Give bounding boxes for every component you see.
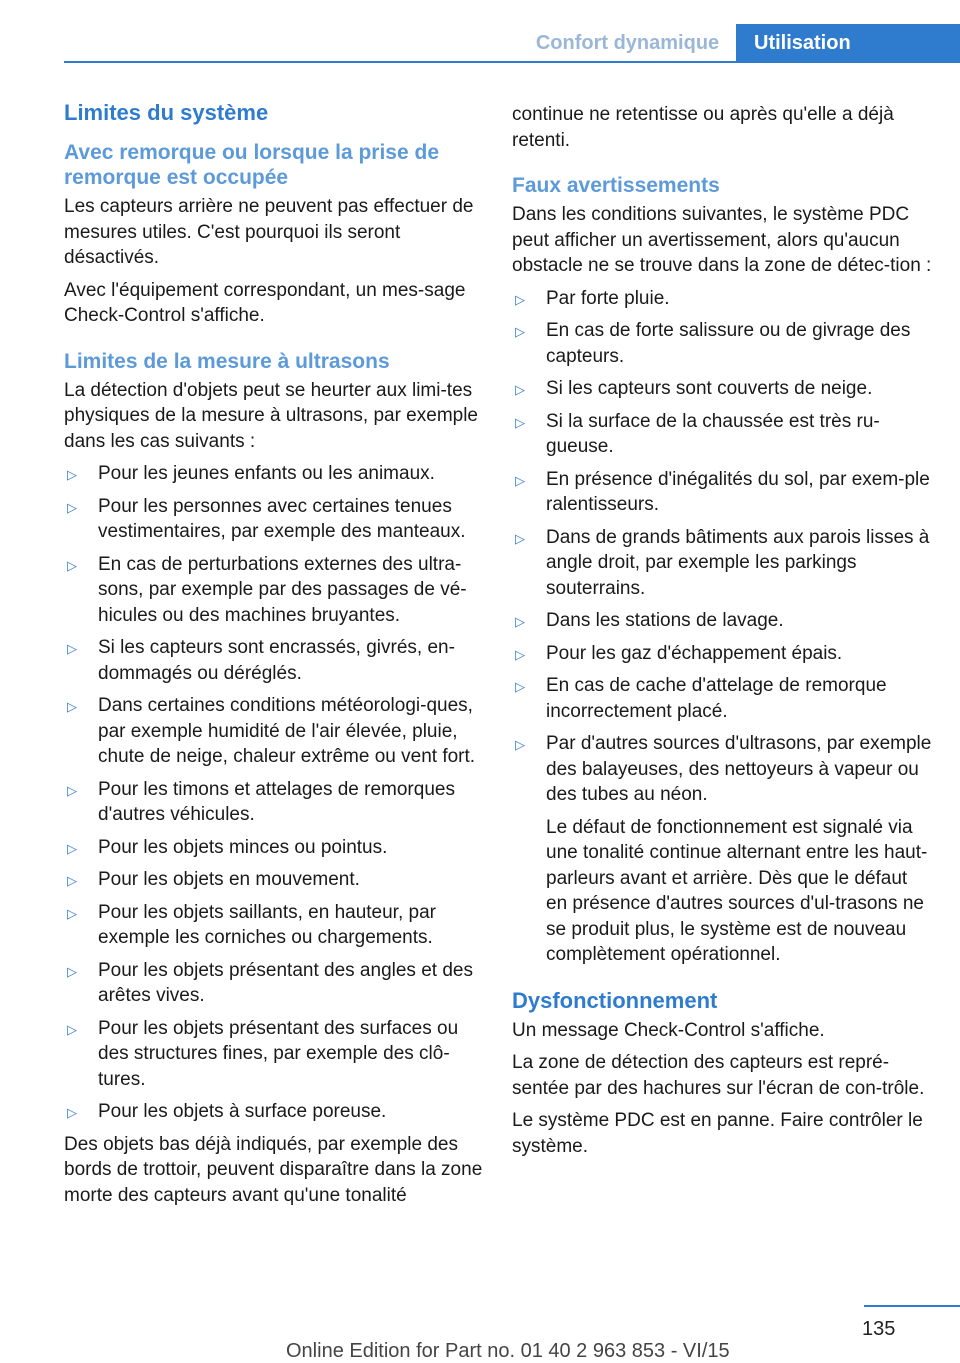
header-chapter-tab: Utilisation [736, 24, 960, 62]
triangle-bullet-icon: ▷ [67, 782, 77, 798]
list-item: ▷ Pour les objets présentant des angles et des arêtes vives. [67, 959, 473, 1006]
list-item: ▷ Par d'autres sources d'ultrasons, par exemple des balayeuses, des nettoyeurs à vapeur ou des tubes au néon. [515, 733, 932, 805]
paragraph: Avec l'équipement correspondant, un mes-sage Check-Control s'affiche. [64, 279, 466, 326]
section-heading-malfunction: Dysfonctionnement [512, 987, 718, 1013]
paragraph: Le système PDC est en panne. Faire contrôler le système. [512, 1110, 923, 1157]
list-item: ▷ Pour les objets en mouvement. [64, 867, 484, 893]
section-heading-system-limits: Limites du système [64, 100, 269, 125]
paragraph: Dans les conditions suivantes, le système PDC peut afficher un avertissement, alors qu'aucun obstacle ne se trouve dans la zone de détec-tion : [512, 204, 932, 276]
header-section-label: Confort dynamique [535, 32, 720, 54]
list-item: ▷ Dans certaines conditions météorologi-ques, par exemple humidité de l'air élevée, pluie, chute de neige, chaleur extrême ou vent fort. [67, 695, 476, 767]
list-item: ▷ Pour les personnes avec certaines tenues vestimentaires, par exemple des manteaux. [67, 495, 466, 542]
triangle-bullet-icon: ▷ [67, 557, 77, 573]
list-item: ▷ Par forte pluie. [512, 286, 932, 312]
right-column [512, 102, 932, 1166]
triangle-bullet-icon: ▷ [67, 699, 77, 714]
triangle-bullet-icon: ▷ [515, 614, 525, 629]
subheading-false-warnings: Faux avertissements [512, 174, 720, 197]
header-divider [64, 61, 960, 63]
indented-note: Le défaut de fonctionnement est signalé via une tonalité continue alternant entre les haut-parleurs avant et arrière. Dès que le défaut en présence d'autres sources d'ul-trasons ne se produit plus, le système est de nouveau complètement opérationnel. [546, 816, 928, 965]
triangle-bullet-icon: ▷ [67, 873, 77, 888]
triangle-bullet-icon: ▷ [515, 472, 525, 488]
list-item: ▷ Si les capteurs sont couverts de neige. [512, 376, 932, 402]
false-warnings-list [512, 286, 932, 808]
triangle-bullet-icon: ▷ [67, 641, 77, 656]
paragraph: Des objets bas déjà indiqués, par exemple des bords de trottoir, peuvent disparaître dans la zone morte des capteurs avant qu'une tonalité [64, 1133, 483, 1206]
list-item: ▷ En cas de perturbations externes des ultra-sons, par exemple par des passages de vé-hicules ou des machines bruyantes. [67, 553, 467, 626]
triangle-bullet-icon: ▷ [67, 905, 77, 921]
paragraph: continue ne retentisse ou après qu'elle a déjà retenti. [512, 104, 894, 151]
list-item: ▷ Pour les timons et attelages de remorques d'autres véhicules. [67, 778, 455, 825]
triangle-bullet-icon: ▷ [67, 840, 77, 856]
triangle-bullet-icon: ▷ [67, 467, 77, 482]
list-item: ▷ Pour les objets à surface poreuse. [64, 1099, 484, 1125]
paragraph: La détection d'objets peut se heurter aux limi-tes physiques de la mesure à ultrasons, par exemple dans les cas suivants : [64, 379, 479, 452]
list-item: ▷ Pour les gaz d'échappement épais. [512, 641, 932, 667]
triangle-bullet-icon: ▷ [515, 324, 525, 339]
triangle-bullet-icon: ▷ [515, 291, 525, 307]
subheading-ultrasound-limits: Limites de la mesure à ultrasons [64, 349, 390, 373]
list-item: ▷ En cas de forte salissure ou de givrage des capteurs. [515, 320, 911, 367]
triangle-bullet-icon: ▷ [515, 530, 525, 546]
paragraph: La zone de détection des capteurs est repré-sentée par des hachures sur l'écran de con-trôle. [512, 1052, 925, 1099]
footer-divider [864, 1305, 960, 1307]
paragraph: Un message Check-Control s'affiche. [512, 1019, 825, 1041]
list-item: ▷ Pour les objets minces ou pointus. [64, 835, 484, 861]
edition-footer: Online Edition for Part no. 01 40 2 963 853 - VI/15 [286, 1340, 730, 1362]
list-item: ▷ Pour les jeunes enfants ou les animaux. [64, 461, 484, 487]
list-item: ▷ Pour les objets présentant des surfaces ou des structures fines, par exemple des clô-tures. [67, 1017, 459, 1090]
list-item: ▷ Dans les stations de lavage. [512, 608, 932, 634]
ultrasound-limits-list [64, 461, 484, 1125]
triangle-bullet-icon: ▷ [515, 414, 525, 430]
list-item: ▷ Pour les objets saillants, en hauteur, par exemple les corniches ou chargements. [67, 901, 436, 948]
triangle-bullet-icon: ▷ [515, 646, 525, 662]
list-item: ▷ Si les capteurs sont encrassés, givrés, en-dommagés ou déréglés. [67, 637, 455, 684]
triangle-bullet-icon: ▷ [515, 382, 525, 397]
list-item: ▷ Si la surface de la chaussée est très ru-gueuse. [515, 410, 880, 457]
page-number: 135 [862, 1318, 896, 1340]
subheading-trailer: Avec remorque ou lorsque la prise de remorque est occupée [64, 141, 440, 189]
list-item: ▷ En présence d'inégalités du sol, par exem-ple ralentisseurs. [515, 468, 930, 515]
triangle-bullet-icon: ▷ [67, 499, 77, 515]
paragraph: Les capteurs arrière ne peuvent pas effectuer de mesures utiles. C'est pourquoi ils seront désactivés. [64, 196, 474, 268]
list-item: ▷ Dans de grands bâtiments aux parois lisses à angle droit, par exemple les parkings souterrains. [515, 526, 930, 599]
triangle-bullet-icon: ▷ [67, 1105, 77, 1120]
list-item: ▷ En cas de cache d'attelage de remorque incorrectement placé. [515, 675, 887, 722]
triangle-bullet-icon: ▷ [67, 963, 77, 979]
page-header [0, 0, 960, 62]
left-column [64, 100, 484, 1215]
triangle-bullet-icon: ▷ [515, 679, 525, 694]
triangle-bullet-icon: ▷ [515, 737, 525, 752]
triangle-bullet-icon: ▷ [67, 1021, 77, 1037]
